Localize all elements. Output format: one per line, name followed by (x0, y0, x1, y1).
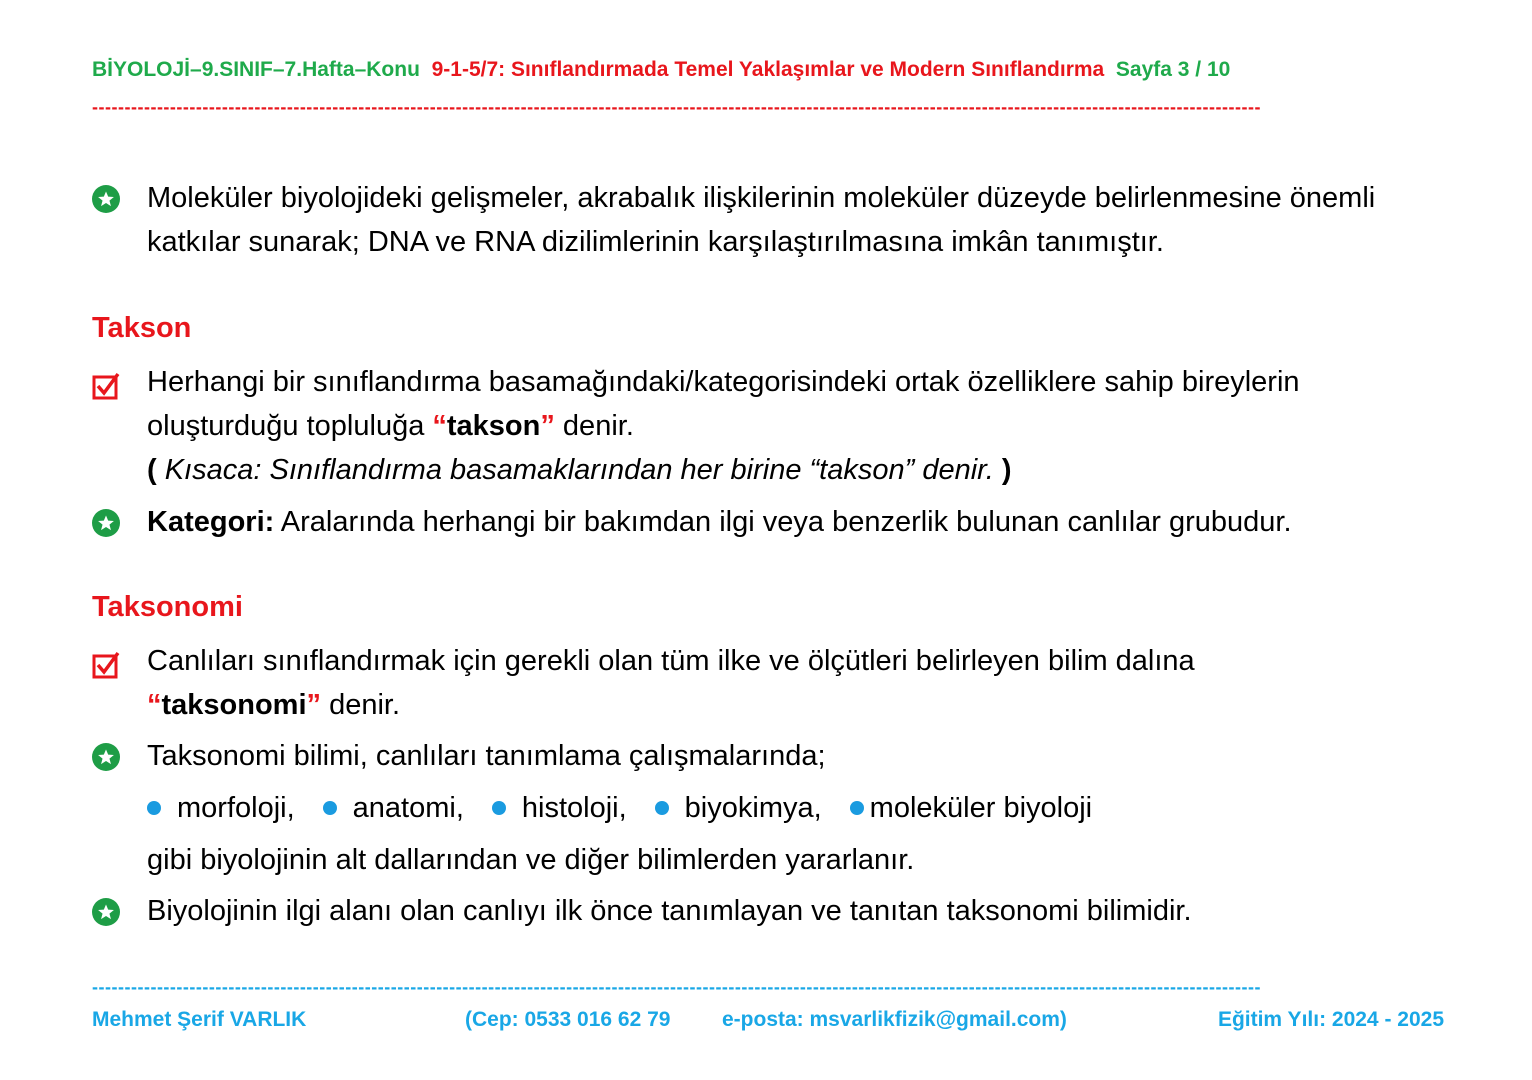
footer-year: Eğitim Yılı: 2024 - 2025 (1217, 1008, 1444, 1031)
taksonomi-final-item (92, 889, 1472, 933)
takson-term: takson (446, 410, 541, 442)
kategori-text: Kategori: Aralarında herhangi bir bakımdan ilgi veya benzerlik bulunan canlılar grubudur. (147, 506, 1292, 538)
branch-item: anatomi, (323, 786, 464, 830)
dot-bullet-icon (147, 801, 161, 815)
taksonomi-heading: Taksonomi (92, 591, 243, 623)
page-footer (92, 1008, 1444, 1038)
checkbox-bullet-icon (92, 648, 120, 676)
intro-text: Moleküler biyolojideki gelişmeler, akrabalık ilişkilerinin moleküler düzeyde belirlenmesine önemli katkılar sunarak; DNA ve RNA dizilimlerinin karşılaştırılmasına imkân tanımıştır. (147, 182, 1376, 258)
kategori-item (92, 500, 1472, 544)
dot-bullet-icon (850, 801, 864, 815)
taksonomi-term: taksonomi (161, 689, 307, 721)
taksonomi-definition-text: Canlıları sınıflandırmak için gerekli olan tüm ilke ve ölçütleri belirleyen bilim dalına “taksonomi” denir. (147, 645, 1195, 721)
page-header (92, 58, 1452, 82)
footer-email: e-posta: msvarlikfizik@gmail.com) (722, 1008, 1067, 1031)
taksonomi-definition-item (92, 639, 1312, 727)
header-page-number: Sayfa 3 / 10 (1115, 58, 1231, 81)
kategori-label: Kategori: (147, 506, 275, 538)
footer-divider: ------------------------------------------------------------------------------------------------------------------------------------------------------------------------------------ (92, 978, 1261, 996)
checkbox-bullet-icon (92, 369, 120, 397)
takson-definition-item (92, 360, 1352, 448)
taksonomi-uses-text: Taksonomi bilimi, canlıları tanımlama çalışmalarında; (147, 740, 826, 772)
branch-item: morfoloji, (147, 786, 295, 830)
branch-item: moleküler biyoloji (850, 786, 1092, 830)
taksonomi-uses-tail: gibi biyolojinin alt dallarından ve diğer bilimlerden yararlanır. (147, 844, 915, 876)
takson-note: ( Kısaca: Sınıflandırma basamaklarından her birine “takson” denir. ) (147, 454, 1012, 486)
footer-phone: (Cep: 0533 016 62 79 (465, 1008, 671, 1031)
takson-heading: Takson (92, 312, 192, 344)
branch-item: biyokimya, (655, 786, 822, 830)
star-bullet-icon (92, 509, 120, 537)
dot-bullet-icon (492, 801, 506, 815)
intro-item (92, 176, 1472, 264)
takson-definition-text: Herhangi bir sınıflandırma basamağındaki/kategorisindeki ortak özelliklere sahip bireylerin oluşturduğu topluluğa “takson” denir. (147, 366, 1300, 442)
dot-bullet-icon (655, 801, 669, 815)
star-bullet-icon (92, 898, 120, 926)
header-divider: ------------------------------------------------------------------------------------------------------------------------------------------------------------------------------------ (92, 98, 1261, 116)
taksonomi-final-text: Biyolojinin ilgi alanı olan canlıyı ilk önce tanımlayan ve tanıtan taksonomi bilimidir. (147, 895, 1192, 927)
header-subject: BİYOLOJİ–9.SINIF–7.Hafta–Konu (92, 58, 420, 81)
footer-author: Mehmet Şerif VARLIK (92, 1008, 307, 1031)
taksonomi-uses-item (92, 734, 1472, 778)
branch-item: histoloji, (492, 786, 627, 830)
star-bullet-icon (92, 185, 120, 213)
header-topic: 9-1-5/7: Sınıflandırmada Temel Yaklaşımlar ve Modern Sınıflandırma (431, 58, 1105, 81)
star-bullet-icon (92, 743, 120, 771)
branch-list (147, 786, 1120, 830)
dot-bullet-icon (323, 801, 337, 815)
